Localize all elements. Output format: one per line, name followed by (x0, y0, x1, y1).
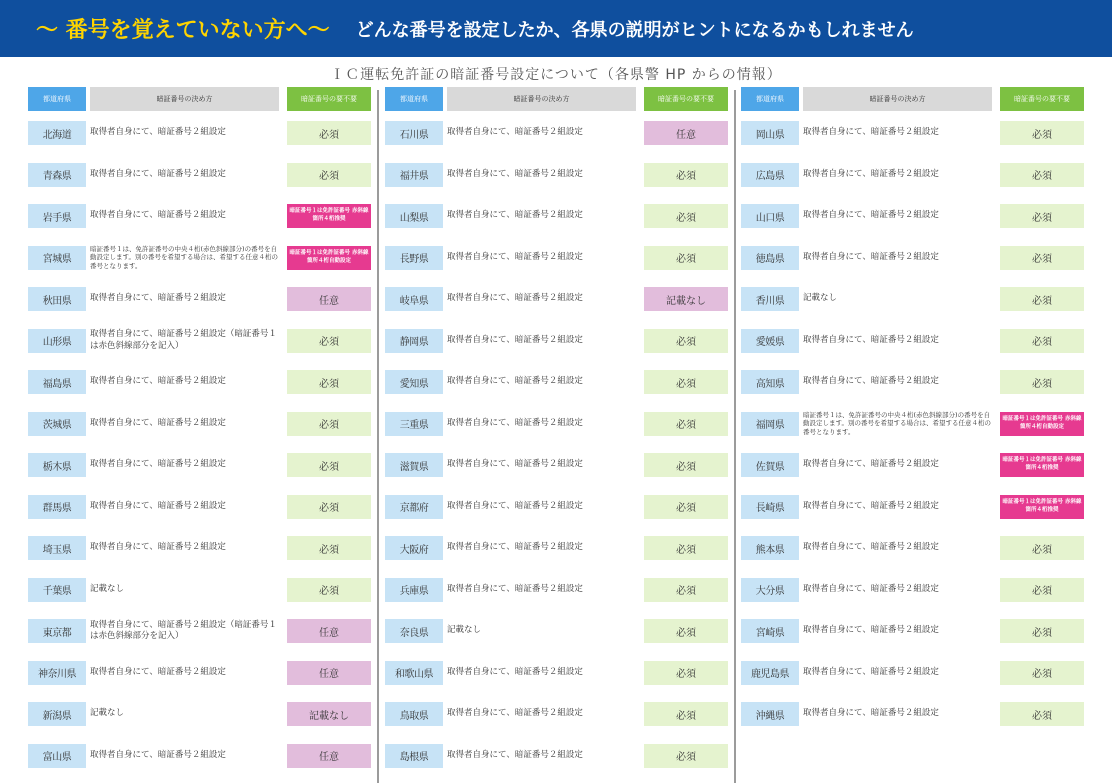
table-row (385, 568, 730, 610)
pin-method: 取得者自身にて、暗証番号２組設定 (90, 459, 226, 470)
table-row (28, 443, 373, 485)
prefecture-name: 福島県 (28, 370, 86, 394)
prefecture-name: 鳥取県 (385, 702, 443, 726)
prefecture-name: 愛知県 (385, 370, 443, 394)
prefecture-name: 沖縄県 (741, 702, 799, 726)
prefecture-name: 香川県 (741, 287, 799, 311)
prefecture-name: 長野県 (385, 246, 443, 270)
prefecture-name: 新潟県 (28, 702, 86, 726)
table-row (741, 360, 1086, 402)
pin-method: 取得者自身にて、暗証番号２組設定 (447, 583, 583, 594)
pin-method: 取得者自身にて、暗証番号２組設定 (803, 666, 939, 677)
pin-method: 取得者自身にて、暗証番号２組設定（暗証番号１は赤色斜線部分を記入） (90, 329, 277, 351)
pin-method: 取得者自身にて、暗証番号２組設定 (447, 251, 583, 262)
pin-method: 取得者自身にて、暗証番号２組設定 (447, 334, 583, 345)
table-column-1 (28, 87, 373, 775)
table-row (385, 692, 730, 734)
requirement-badge: 必須 (1000, 163, 1084, 187)
table-row (28, 194, 373, 236)
requirement-badge: 必須 (1000, 370, 1084, 394)
requirement-badge: 必須 (644, 536, 728, 560)
prefecture-name: 福井県 (385, 163, 443, 187)
pin-method: 取得者自身にて、暗証番号２組設定 (803, 500, 939, 511)
table-row (741, 277, 1086, 319)
requirement-badge: 必須 (644, 744, 728, 768)
prefecture-name: 栃木県 (28, 453, 86, 477)
prefecture-name: 埼玉県 (28, 536, 86, 560)
requirement-badge: 任意 (287, 287, 371, 311)
table-header (385, 87, 730, 111)
requirement-badge: 必須 (1000, 329, 1084, 353)
table-row (741, 609, 1086, 651)
header-required: 暗証番号の要不要 (644, 87, 728, 111)
table-row (28, 609, 373, 651)
header-prefecture: 都道府県 (28, 87, 86, 111)
pin-method: 取得者自身にて、暗証番号２組設定 (447, 127, 583, 138)
requirement-badge: 暗証番号１は免許証番号 赤斜線箇所４桁自動設定 (287, 246, 371, 270)
header-prefecture: 都道府県 (741, 87, 799, 111)
pin-method: 取得者自身にて、暗証番号２組設定 (803, 708, 939, 719)
pin-method: 取得者自身にて、暗証番号２組設定 (90, 210, 226, 221)
requirement-badge: 必須 (644, 370, 728, 394)
prefecture-name: 愛媛県 (741, 329, 799, 353)
requirement-badge: 必須 (287, 121, 371, 145)
prefecture-name: 北海道 (28, 121, 86, 145)
prefecture-name: 宮崎県 (741, 619, 799, 643)
pin-method: 取得者自身にて、暗証番号２組設定 (90, 500, 226, 511)
table-header (741, 87, 1086, 111)
requirement-badge: 必須 (287, 536, 371, 560)
pin-method: 暗証番号１は、免許証番号の中央４桁(赤色斜線部分)の番号を自動設定します。別の番号を希望する場合は、希望する任意４桁の番号となります。 (803, 410, 991, 436)
requirement-badge: 記載なし (644, 287, 728, 311)
prefecture-name: 静岡県 (385, 329, 443, 353)
requirement-badge: 必須 (287, 495, 371, 519)
prefecture-name: 大分県 (741, 578, 799, 602)
pin-method: 取得者自身にて、暗証番号２組設定 (90, 666, 226, 677)
prefecture-name: 福岡県 (741, 412, 799, 436)
table-row (385, 651, 730, 693)
prefecture-name: 高知県 (741, 370, 799, 394)
requirement-badge: 暗証番号１は免許証番号 赤斜線箇所４桁推奨 (287, 204, 371, 228)
requirement-badge: 必須 (287, 453, 371, 477)
prefecture-name: 島根県 (385, 744, 443, 768)
prefecture-name: 鹿児島県 (741, 661, 799, 685)
pin-method: 取得者自身にて、暗証番号２組設定 (803, 376, 939, 387)
prefecture-name: 茨城県 (28, 412, 86, 436)
table-row (28, 568, 373, 610)
table-row (741, 319, 1086, 361)
table-row (385, 485, 730, 527)
requirement-badge: 必須 (287, 578, 371, 602)
pin-method: 取得者自身にて、暗証番号２組設定 (447, 417, 583, 428)
table-row (741, 111, 1086, 153)
prefecture-name: 石川県 (385, 121, 443, 145)
requirement-badge: 必須 (644, 246, 728, 270)
header-method: 暗証番号の決め方 (803, 87, 992, 111)
pin-method: 取得者自身にて、暗証番号２組設定 (447, 708, 583, 719)
table-row (741, 568, 1086, 610)
table-row (385, 609, 730, 651)
prefecture-name: 岡山県 (741, 121, 799, 145)
table-title: ＩＣ運転免許証の暗証番号設定について（各県警 HP からの情報） (330, 67, 782, 83)
pin-method: 取得者自身にて、暗証番号２組設定 (447, 293, 583, 304)
prefecture-name: 山口県 (741, 204, 799, 228)
table-row (28, 153, 373, 195)
prefecture-name: 青森県 (28, 163, 86, 187)
prefecture-name: 熊本県 (741, 536, 799, 560)
requirement-badge: 任意 (287, 744, 371, 768)
pin-method: 取得者自身にて、暗証番号２組設定 (447, 168, 583, 179)
requirement-badge: 必須 (1000, 204, 1084, 228)
pin-method: 取得者自身にて、暗証番号２組設定 (90, 417, 226, 428)
pin-method: 取得者自身にて、暗証番号２組設定 (90, 542, 226, 553)
prefecture-name: 宮城県 (28, 246, 86, 270)
prefecture-name: 岐阜県 (385, 287, 443, 311)
requirement-badge: 必須 (644, 702, 728, 726)
table-row (385, 526, 730, 568)
table-row (741, 485, 1086, 527)
requirement-badge: 必須 (644, 453, 728, 477)
prefecture-name: 富山県 (28, 744, 86, 768)
prefecture-name: 神奈川県 (28, 661, 86, 685)
pin-method: 取得者自身にて、暗証番号２組設定 (90, 293, 226, 304)
table-header (28, 87, 373, 111)
prefecture-name: 東京都 (28, 619, 86, 643)
table-row (741, 153, 1086, 195)
table-row (385, 194, 730, 236)
header-required: 暗証番号の要不要 (1000, 87, 1084, 111)
table-row (28, 734, 373, 776)
pin-method: 取得者自身にて、暗証番号２組設定 (447, 500, 583, 511)
table-row (28, 319, 373, 361)
pin-method: 取得者自身にて、暗証番号２組設定 (90, 749, 226, 760)
requirement-badge: 必須 (1000, 619, 1084, 643)
column-divider (734, 90, 736, 783)
banner-subtitle: どんな番号を設定したか、各県の説明がヒントになるかもしれません (355, 19, 914, 41)
prefecture-name: 奈良県 (385, 619, 443, 643)
header-method: 暗証番号の決め方 (447, 87, 636, 111)
header-method: 暗証番号の決め方 (90, 87, 279, 111)
table-row (385, 402, 730, 444)
requirement-badge: 必須 (644, 163, 728, 187)
table-row (385, 360, 730, 402)
pin-method: 取得者自身にて、暗証番号２組設定 (447, 666, 583, 677)
requirement-badge: 必須 (644, 495, 728, 519)
pin-method: 取得者自身にて、暗証番号２組設定 (803, 625, 939, 636)
table-row (28, 526, 373, 568)
prefecture-name: 山梨県 (385, 204, 443, 228)
pin-method: 暗証番号１は、免許証番号の中央４桁(赤色斜線部分)の番号を自動設定します。別の番号を希望する場合は、希望する任意４桁の番号となります。 (90, 244, 278, 270)
requirement-badge: 必須 (644, 578, 728, 602)
table-row (385, 319, 730, 361)
prefecture-name: 三重県 (385, 412, 443, 436)
prefecture-name: 秋田県 (28, 287, 86, 311)
header-required: 暗証番号の要不要 (287, 87, 371, 111)
table-row (28, 402, 373, 444)
pin-method: 取得者自身にて、暗証番号２組設定 (90, 168, 226, 179)
requirement-badge: 必須 (1000, 246, 1084, 270)
table-row (741, 402, 1086, 444)
table-row (28, 485, 373, 527)
banner-title: ～ 番号を覚えていない方へ～ (36, 18, 330, 43)
requirement-badge: 必須 (644, 204, 728, 228)
table-row (741, 236, 1086, 278)
prefecture-name: 滋賀県 (385, 453, 443, 477)
table-row (28, 277, 373, 319)
table-column-3 (741, 87, 1086, 734)
prefecture-name: 兵庫県 (385, 578, 443, 602)
table-row (385, 443, 730, 485)
pin-method: 取得者自身にて、暗証番号２組設定 (803, 334, 939, 345)
prefecture-name: 岩手県 (28, 204, 86, 228)
requirement-badge: 必須 (287, 163, 371, 187)
requirement-badge: 必須 (1000, 702, 1084, 726)
requirement-badge: 必須 (644, 412, 728, 436)
table-row (28, 236, 373, 278)
prefecture-name: 広島県 (741, 163, 799, 187)
requirement-badge: 任意 (644, 121, 728, 145)
prefecture-name: 和歌山県 (385, 661, 443, 685)
table-row (28, 692, 373, 734)
table-column-2 (385, 87, 730, 775)
table-row (28, 360, 373, 402)
pin-method: 取得者自身にて、暗証番号２組設定 (803, 127, 939, 138)
pin-method: 取得者自身にて、暗証番号２組設定 (90, 376, 226, 387)
table-row (385, 153, 730, 195)
requirement-badge: 必須 (1000, 578, 1084, 602)
pin-method: 取得者自身にて、暗証番号２組設定 (803, 542, 939, 553)
table-row (28, 651, 373, 693)
pin-method: 取得者自身にて、暗証番号２組設定 (803, 168, 939, 179)
table-row (385, 734, 730, 776)
requirement-badge: 必須 (644, 661, 728, 685)
pin-method: 取得者自身にて、暗証番号２組設定 (447, 210, 583, 221)
pin-method: 記載なし (447, 625, 482, 636)
requirement-badge: 必須 (1000, 661, 1084, 685)
column-divider (377, 90, 379, 783)
pin-method: 取得者自身にて、暗証番号２組設定 (803, 583, 939, 594)
table-row (741, 692, 1086, 734)
prefecture-name: 千葉県 (28, 578, 86, 602)
pin-method: 取得者自身にて、暗証番号２組設定 (90, 127, 226, 138)
pin-method: 記載なし (803, 293, 838, 304)
pin-method: 取得者自身にて、暗証番号２組設定 (447, 459, 583, 470)
table-row (741, 194, 1086, 236)
table-row (741, 651, 1086, 693)
prefecture-name: 佐賀県 (741, 453, 799, 477)
requirement-badge: 必須 (644, 619, 728, 643)
requirement-badge: 暗証番号１は免許証番号 赤斜線箇所４桁推奨 (1000, 495, 1084, 519)
requirement-badge: 任意 (287, 619, 371, 643)
requirement-badge: 必須 (287, 329, 371, 353)
requirement-badge: 必須 (644, 329, 728, 353)
pin-method: 取得者自身にて、暗証番号２組設定 (803, 251, 939, 262)
prefecture-name: 大阪府 (385, 536, 443, 560)
table-row (741, 443, 1086, 485)
requirement-badge: 必須 (287, 412, 371, 436)
pin-method: 取得者自身にて、暗証番号２組設定 (447, 542, 583, 553)
pin-method: 取得者自身にて、暗証番号２組設定 (803, 210, 939, 221)
requirement-badge: 必須 (1000, 121, 1084, 145)
requirement-badge: 暗証番号１は免許証番号 赤斜線箇所４桁推奨 (1000, 453, 1084, 477)
table-row (741, 526, 1086, 568)
requirement-badge: 必須 (1000, 287, 1084, 311)
header-prefecture: 都道府県 (385, 87, 443, 111)
pin-method: 取得者自身にて、暗証番号２組設定 (447, 376, 583, 387)
prefecture-name: 群馬県 (28, 495, 86, 519)
requirement-badge: 任意 (287, 661, 371, 685)
pin-method: 取得者自身にて、暗証番号２組設定 (803, 459, 939, 470)
pin-method: 取得者自身にて、暗証番号２組設定（暗証番号１は赤色斜線部分を記入） (90, 619, 277, 641)
requirement-badge: 記載なし (287, 702, 371, 726)
prefecture-name: 長崎県 (741, 495, 799, 519)
requirement-badge: 暗証番号１は免許証番号 赤斜線箇所４桁自動設定 (1000, 412, 1084, 436)
header-banner (0, 0, 1112, 57)
prefecture-name: 山形県 (28, 329, 86, 353)
prefecture-name: 京都府 (385, 495, 443, 519)
table-row (385, 236, 730, 278)
requirement-badge: 必須 (1000, 536, 1084, 560)
pin-method: 取得者自身にて、暗証番号２組設定 (447, 749, 583, 760)
pin-method: 記載なし (90, 583, 125, 594)
prefecture-name: 徳島県 (741, 246, 799, 270)
requirement-badge: 必須 (287, 370, 371, 394)
pin-method: 記載なし (90, 708, 125, 719)
table-row (385, 277, 730, 319)
table-row (28, 111, 373, 153)
table-row (385, 111, 730, 153)
